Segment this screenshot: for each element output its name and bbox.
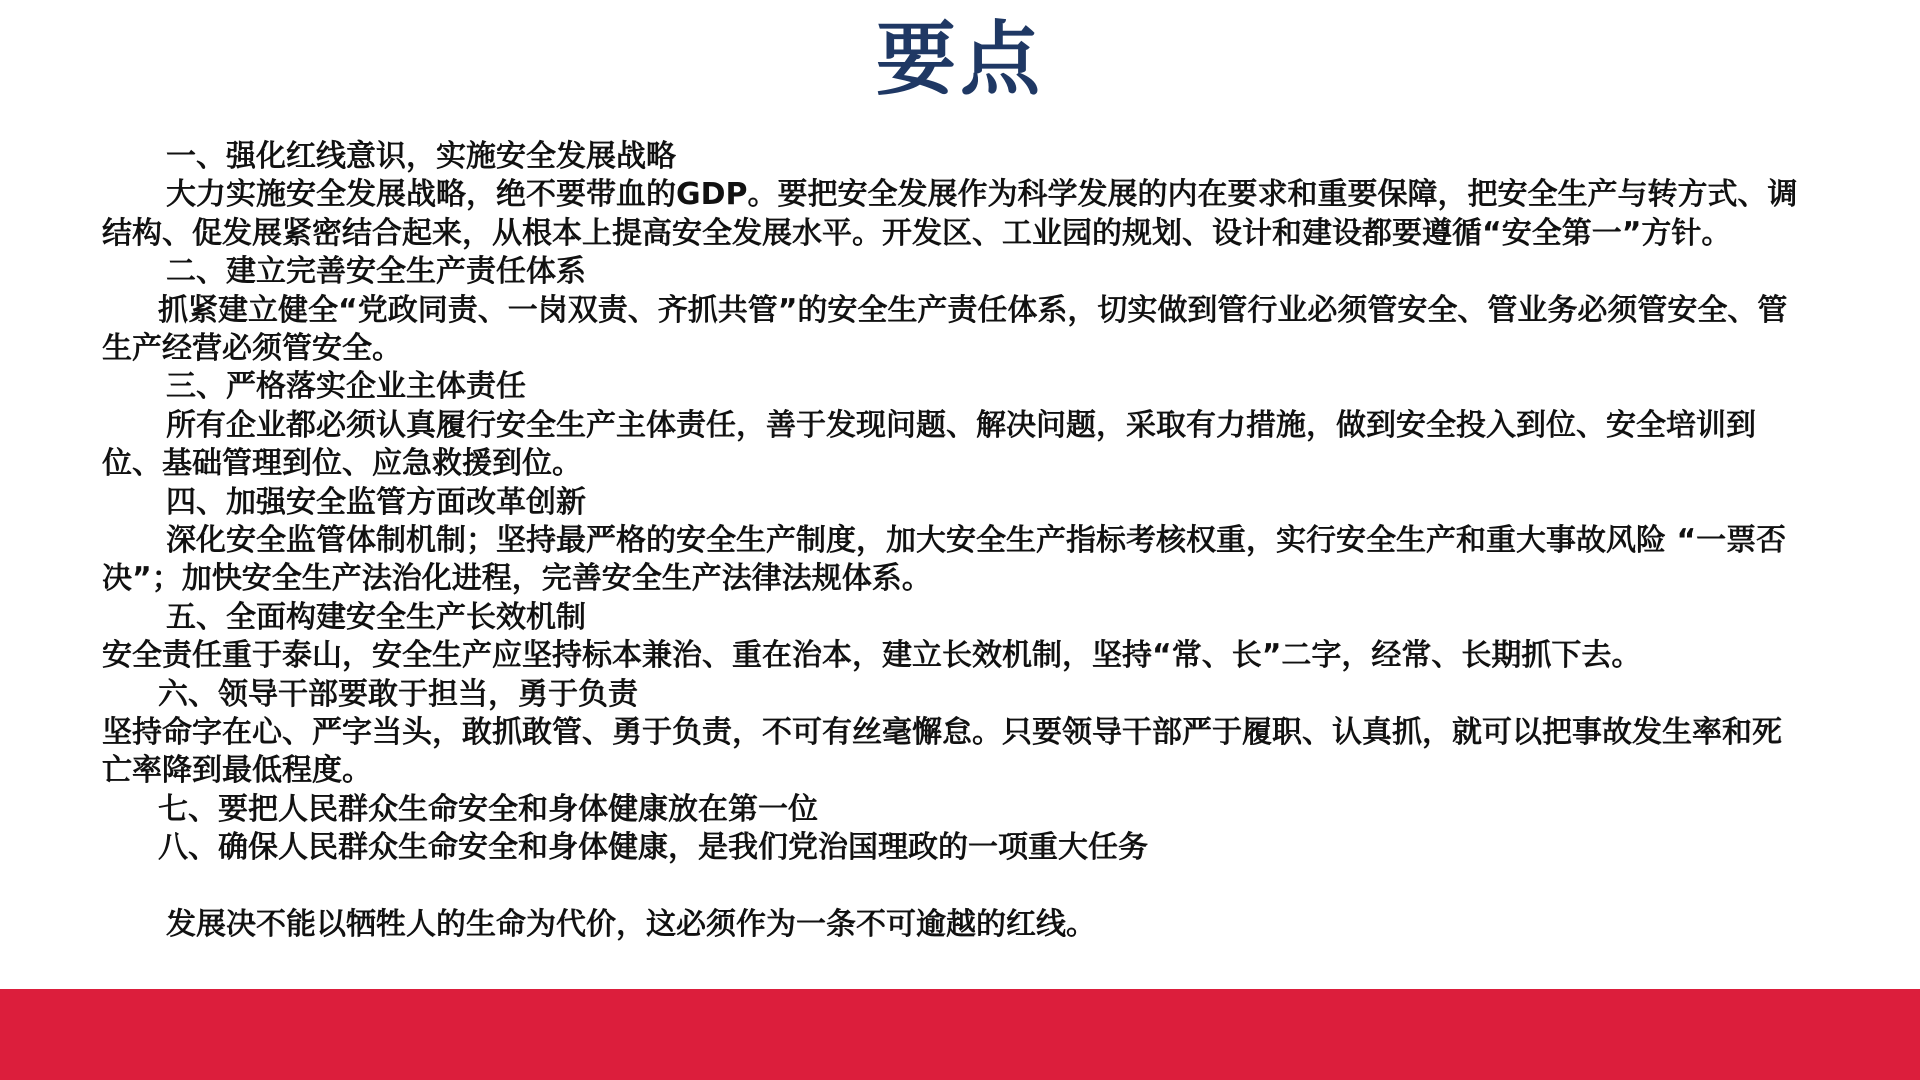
section-heading-3: 三、严格落实企业主体责任 — [166, 369, 526, 405]
slide-title: 要点 — [876, 13, 1044, 106]
section-heading-1: 一、强化红线意识，实施安全发展战略 — [166, 139, 676, 174]
spacer — [102, 868, 1802, 906]
section-text-3: 所有企业都必须认真履行安全生产主体责任，善于发现问题、解决问题，采取有力措施，做到安全投入到位、安全培训到位、基础管理到位、应急救援到位。 — [102, 407, 1756, 482]
slide-body — [102, 138, 1802, 944]
section-text-5: 安全责任重于泰山，安全生产应坚持标本兼治、重在治本，建立长效机制，坚持“常、长”二字，经常、长期抓下去。 — [102, 638, 1642, 674]
section-heading-8: 八、确保人民群众生命安全和身体健康，是我们党治国理政的一项重大任务 — [158, 830, 1148, 866]
closing-statement: 发展决不能以牺牲人的生命为代价，这必须作为一条不可逾越的红线。 — [166, 906, 1096, 942]
section-heading-4: 四、加强安全监管方面改革创新 — [166, 484, 586, 520]
section-text-4: 深化安全监管体制机制；坚持最严格的安全生产制度，加大安全生产指标考核权重，实行安全生产和重大事故风险 “一票否决”；加快安全生产法治化进程，完善安全生产法律法规体系。 — [102, 523, 1787, 597]
section-heading-7: 七、要把人民群众生命安全和身体健康放在第一位 — [158, 791, 818, 827]
section-heading-6: 六、领导干部要敢于担当，勇于负责 — [158, 676, 638, 712]
section-heading-2: 二、建立完善安全生产责任体系 — [166, 254, 586, 290]
section-text-2: 抓紧建立健全“党政同责、一岗双责、齐抓共管”的安全生产责任体系，切实做到管行业必须管安全、管业务必须管安全、管生产经营必须管安全。 — [102, 292, 1788, 366]
bottom-red-bar — [0, 989, 1920, 1080]
section-heading-5: 五、全面构建安全生产长效机制 — [166, 599, 586, 635]
section-text-1: 大力实施安全发展战略，绝不要带血的GDP。要把安全发展作为科学发展的内在要求和重要保障，把安全生产与转方式、调结构、促发展紧密结合起来，从根本上提高安全发展水平。开发区、工业园的规划、设计和建设都要遵循“安全第一”方针。 — [102, 177, 1798, 251]
section-text-6: 坚持命字在心、严字当头，敢抓敢管、勇于负责，不可有丝毫懈怠。只要领导干部严于履职、认真抓，就可以把事故发生率和死亡率降到最低程度。 — [102, 715, 1782, 789]
